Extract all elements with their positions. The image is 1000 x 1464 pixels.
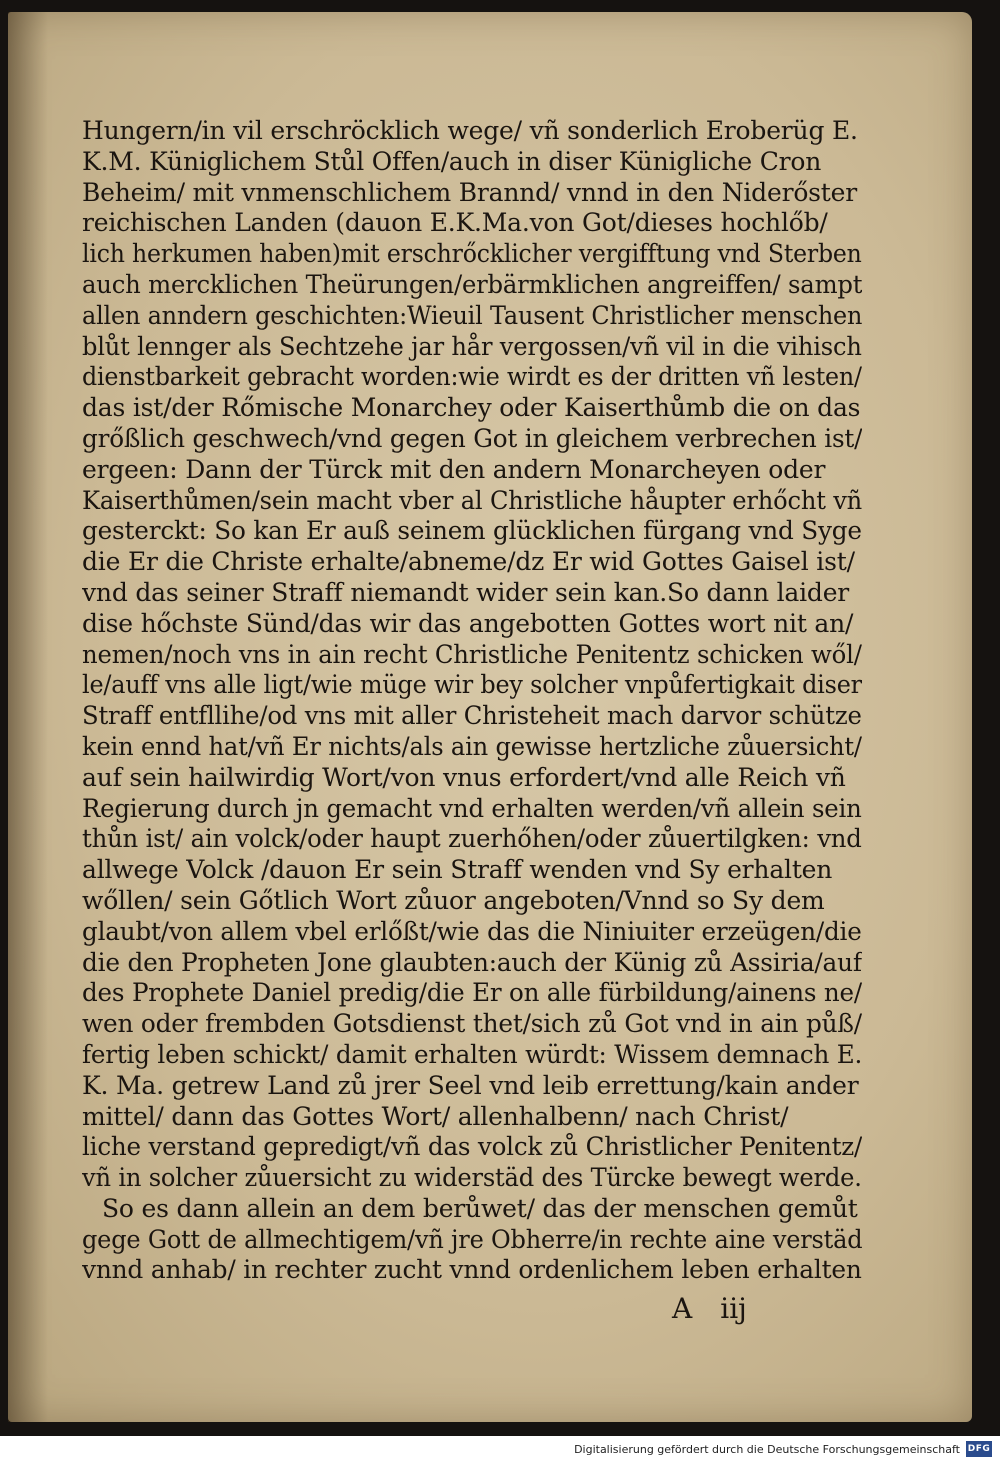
signature-letter: A xyxy=(672,1292,693,1325)
text-line: dienstbarkeit gebracht worden:wie wirdt es der dritten vñ lesten/ xyxy=(82,362,862,392)
text-line: kein ennd hat/vñ Er nichts/als ain gewisse hertzliche zůuersicht/ xyxy=(82,731,862,761)
text-line: die den Propheten Jone glaubten:auch der Künig zů Assiria/auf xyxy=(82,947,862,977)
text-line: mittel/ dann das Gottes Wort/ allenhalbenn/ nach Christ/ xyxy=(82,1101,789,1131)
binding-shadow xyxy=(8,12,48,1422)
text-line: Beheim/ mit vnmenschlichem Brannd/ vnnd in den Niderőster xyxy=(82,177,857,207)
text-line: wen oder frembden Gotsdienst thet/sich zů Got vnd in ain půß/ xyxy=(82,1009,862,1039)
text-line: K.M. Küniglichem Stůl Offen/auch in diser Künigliche Cron xyxy=(82,146,822,176)
text-line: grőßlich geschwech/vnd gegen Got in gleichem verbrechen ist/ xyxy=(82,423,862,453)
text-line: glaubt/von allem vbel erlőßt/wie das die Niniuiter erzeügen/die xyxy=(82,916,862,946)
text-line: das ist/der Rőmische Monarchey oder Kaiserthůmb die on das xyxy=(82,393,861,423)
text-line: vnd das seiner Straff niemandt wider sein kan.So dann laider xyxy=(82,577,850,607)
text-line: gesterckt: So kan Er auß seinem glücklichen fürgang vnd Syge xyxy=(82,516,862,546)
text-line: ergeen: Dann der Türck mit den andern Monarcheyen oder xyxy=(82,454,826,484)
text-line: nemen/noch vns in ain recht Christliche Penitentz schicken wől/ xyxy=(82,639,862,669)
page-text xyxy=(82,116,862,1286)
text-line: allwege Volck /dauon Er sein Straff wenden vnd Sy erhalten xyxy=(82,855,833,885)
text-line: le/auff vns alle ligt/wie müge wir bey solcher vnpůfertigkait diser xyxy=(82,670,862,700)
text-line: Straff entfllihe/od vns mit aller Christeheit mach darvor schütze xyxy=(82,701,862,731)
text-line: auf sein hailwirdig Wort/von vnus erfordert/vnd alle Reich vñ xyxy=(82,762,846,792)
text-line: K. Ma. getrew Land zů jrer Seel vnd leib errettung/kain ander xyxy=(82,1070,859,1100)
book-page xyxy=(8,12,972,1422)
text-line: gege Gott de allmechtigem/vñ jre Obherre/in rechte aine verstäd xyxy=(82,1224,862,1254)
text-line: So es dann allein an dem berůwet/ das der menschen gemůt xyxy=(102,1193,858,1223)
text-line: thůn ist/ ain volck/oder haupt zuerhőhen/oder zůuertilgken: vnd xyxy=(82,824,862,854)
text-line: lich herkumen haben)mit erschrőcklicher vergifftung vnd Sterben xyxy=(82,239,862,269)
signature-mark xyxy=(672,1292,747,1325)
text-line: Regierung durch jn gemacht vnd erhalten werden/vñ allein sein xyxy=(82,793,862,823)
text-line: auch mercklichen Theürungen/erbärmklichen angreiffen/ sampt xyxy=(82,269,862,299)
funding-credit: Digitalisierung gefördert durch die Deutsche Forschungsgemeinschaft xyxy=(574,1443,960,1456)
text-line: reichischen Landen (dauon E.K.Ma.von Got/dieses hochlőb/ xyxy=(82,208,828,238)
text-line: Kaiserthůmen/sein macht vber al Christliche håupter erhőcht vñ xyxy=(82,485,862,515)
text-line: fertig leben schickt/ damit erhalten würdt: Wissem demnach E. xyxy=(82,1039,862,1069)
text-line: des Prophete Daniel predig/die Er on alle fürbildung/ainens ne/ xyxy=(82,978,862,1008)
text-line: allen anndern geschichten:Wieuil Tausent Christlicher menschen xyxy=(82,300,862,330)
dfg-logo: DFG xyxy=(966,1441,992,1457)
text-line: dise hőchste Sünd/das wir das angebotten Gottes wort nit an/ xyxy=(82,608,854,638)
text-line: liche verstand gepredigt/vñ das volck zů Christlicher Penitentz/ xyxy=(82,1132,862,1162)
text-line: vnnd anhab/ in rechter zucht vnnd ordenlichem leben erhalten xyxy=(82,1255,862,1285)
footer-bar xyxy=(0,1436,1000,1464)
text-line: blůt lennger als Sechtzehe jar hår vergossen/vñ vil in die vihisch xyxy=(82,331,862,361)
text-line: wőllen/ sein Gőtlich Wort zůuor angeboten/Vnnd so Sy dem xyxy=(82,885,825,915)
signature-number: iij xyxy=(720,1292,747,1325)
text-line: vñ in solcher zůuersicht zu widerstäd des Türcke bewegt werde. xyxy=(82,1163,862,1193)
text-line: Hungern/in vil erschröcklich wege/ vñ sonderlich Eroberüg E. xyxy=(82,116,858,145)
text-line: die Er die Christe erhalte/abneme/dz Er wid Gottes Gaisel ist/ xyxy=(82,547,855,577)
